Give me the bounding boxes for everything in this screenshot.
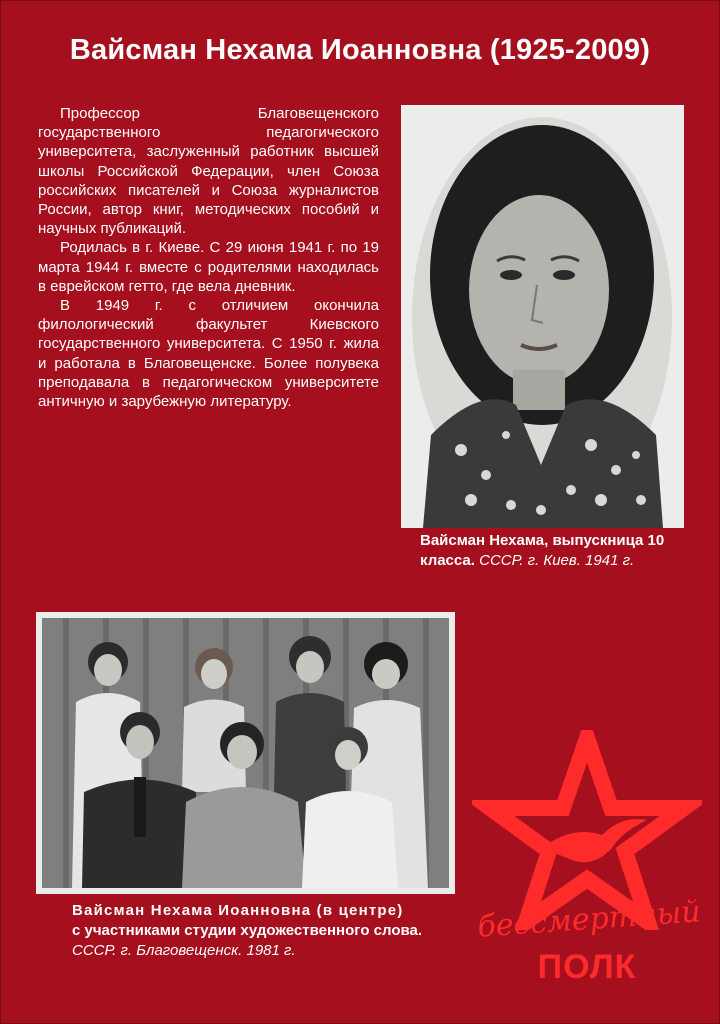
bio-paragraph-1: Профессор Благовещенского государственного педагогического университета, заслуженный работник высшей школы Российской Федерации, член Союза российских писателей и Союза журналистов России, автор книг, методических пособий и научных публикаций. [38,105,379,238]
portrait-caption-place-date: СССР. г. Киев. 1941 г. [479,552,635,569]
portrait-caption [420,531,700,571]
bio-paragraph-2: Родилась в г. Киеве. С 29 июня 1941 г. по 19 марта 1944 г. вместе с родителями находилась в еврейском гетто, где вела дневник. [38,239,379,295]
logo-word: ПОЛК [537,948,637,986]
group-photo [36,612,455,894]
biography-text [38,104,379,411]
group-caption [72,901,472,961]
logo-script-text: бессмертный [476,894,702,945]
portrait-photo [401,105,684,528]
page-title: Вайсман Нехама Иоанновна (1925-2009) [69,34,651,66]
bio-paragraph-3: В 1949 г. с отличием окончила филологический факультет Киевского государственного университета. С 1950 г. жила и работала в Благовещенске. Более полувека преподавала в педагогическом университете античную и зарубежную литературу. [38,297,379,411]
portrait-caption-bold: Вайсман Нехама, выпускница 10 класса. [420,532,665,569]
portrait-image [401,105,684,528]
group-caption-line1: Вайсман Нехама Иоанновна (в центре) [72,902,404,919]
group-caption-line2: с участниками студии художественного слова. [72,922,423,939]
immortal-regiment-logo [472,730,702,990]
group-image [36,612,455,894]
group-caption-place-date: СССР. г. Благовещенск. 1981 г. [72,942,296,959]
